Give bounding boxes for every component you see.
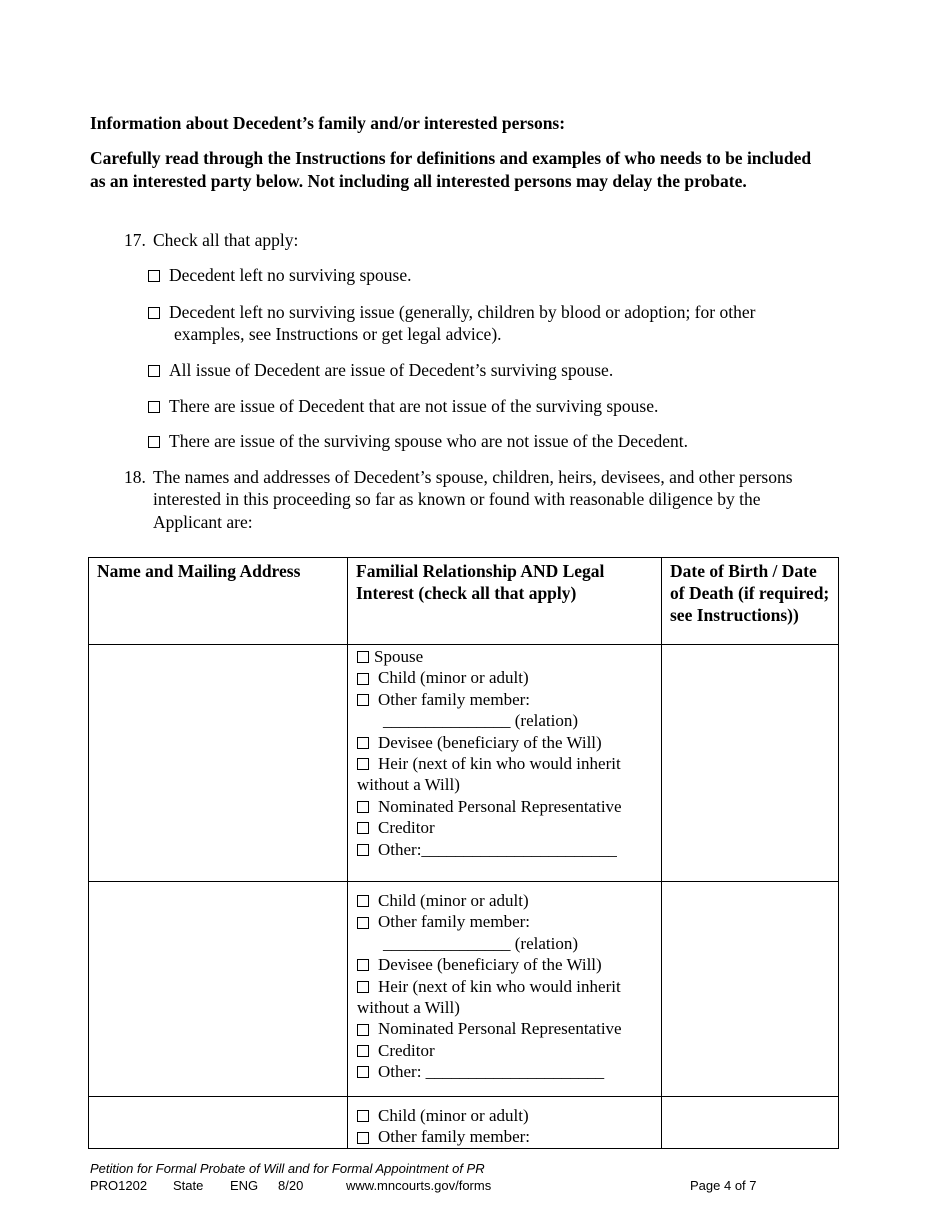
footer-website[interactable]: www.mncourts.gov/forms bbox=[346, 1178, 492, 1193]
footer-language: ENG bbox=[230, 1178, 259, 1193]
checkbox[interactable] bbox=[148, 436, 160, 448]
table-header-row bbox=[89, 558, 839, 645]
option-spouse: Spouse bbox=[357, 646, 661, 667]
interested-persons-table bbox=[88, 557, 839, 1149]
q18-text-line-3: Applicant are: bbox=[153, 512, 253, 532]
section-warning: Carefully read through the Instructions for definitions and examples of who needs to be included as an interested party below. Not including all interested persons may delay the probate. bbox=[90, 148, 812, 191]
dates-cell[interactable] bbox=[662, 645, 839, 882]
option-child: Child (minor or adult) bbox=[357, 667, 661, 688]
header-relationship: Familial Relationship AND Legal Interest (check all that apply) bbox=[348, 558, 662, 645]
checkbox[interactable] bbox=[357, 673, 369, 685]
option-other-family: Other family member: bbox=[357, 689, 661, 710]
q18-text-line-2: interested in this proceeding so far as known or found with reasonable diligence by the bbox=[153, 489, 761, 509]
checkbox[interactable] bbox=[148, 307, 160, 319]
checkbox[interactable] bbox=[357, 1024, 369, 1036]
checkbox[interactable] bbox=[357, 1132, 369, 1144]
name-address-cell[interactable] bbox=[89, 882, 348, 1097]
option-heir-continued: without a Will) bbox=[357, 998, 460, 1018]
checkbox[interactable] bbox=[357, 801, 369, 813]
relationship-cell bbox=[348, 645, 662, 882]
footer-jurisdiction: State bbox=[173, 1178, 204, 1193]
relation-blank: _______________ (relation) bbox=[383, 933, 578, 953]
dates-cell[interactable] bbox=[662, 882, 839, 1097]
footer-revision: 8/20 bbox=[278, 1178, 304, 1193]
option-other-family: Other family member: bbox=[357, 911, 661, 932]
checkbox[interactable] bbox=[357, 959, 369, 971]
checkbox[interactable] bbox=[357, 895, 369, 907]
checkbox[interactable] bbox=[148, 270, 160, 282]
option-nominated-pr: Nominated Personal Representative bbox=[357, 1018, 661, 1039]
section-title: Information about Decedent’s family and/or interested persons: bbox=[90, 113, 566, 133]
footer-page-number: Page 4 of 7 bbox=[690, 1178, 757, 1193]
table-row bbox=[89, 882, 839, 1097]
q17-number: 17. bbox=[124, 230, 146, 250]
q17-prompt: Check all that apply: bbox=[153, 230, 299, 250]
checkbox[interactable] bbox=[357, 694, 369, 706]
option-other-family: Other family member: bbox=[357, 1126, 661, 1147]
option-creditor: Creditor bbox=[357, 1040, 661, 1061]
footer-form-code: PRO1202 bbox=[90, 1178, 148, 1193]
option-devisee: Devisee (beneficiary of the Will) bbox=[357, 954, 661, 975]
q18-number: 18. bbox=[124, 467, 146, 487]
table-row bbox=[89, 645, 839, 882]
q18-text-line-1: The names and addresses of Decedent’s spouse, children, heirs, devisees, and other persons bbox=[153, 467, 793, 487]
checkbox[interactable] bbox=[357, 822, 369, 834]
option-heir-continued: without a Will) bbox=[357, 775, 460, 795]
q17-option-spouse-issue-not-of-decedent: There are issue of the surviving spouse who are not issue of the Decedent. bbox=[148, 430, 688, 452]
option-child: Child (minor or adult) bbox=[357, 890, 661, 911]
q17-option-no-issue-continued: examples, see Instructions or get legal advice). bbox=[174, 324, 502, 344]
q17-option-no-issue: Decedent left no surviving issue (generally, children by blood or adoption; for other bbox=[148, 301, 755, 323]
relationship-cell bbox=[348, 1097, 662, 1149]
checkbox[interactable] bbox=[357, 651, 369, 663]
checkbox[interactable] bbox=[357, 1045, 369, 1057]
option-other: Other: _____________________ bbox=[357, 1061, 661, 1082]
checkbox[interactable] bbox=[357, 1110, 369, 1122]
option-heir: Heir (next of kin who would inherit bbox=[357, 753, 661, 774]
option-creditor: Creditor bbox=[357, 817, 661, 838]
footer-form-title: Petition for Formal Probate of Will and for Formal Appointment of PR bbox=[90, 1161, 485, 1176]
checkbox[interactable] bbox=[357, 758, 369, 770]
checkbox[interactable] bbox=[357, 737, 369, 749]
option-heir: Heir (next of kin who would inherit bbox=[357, 976, 661, 997]
relationship-cell bbox=[348, 882, 662, 1097]
checkbox[interactable] bbox=[357, 917, 369, 929]
checkbox[interactable] bbox=[357, 844, 369, 856]
header-name-address: Name and Mailing Address bbox=[89, 558, 348, 645]
q17-option-no-spouse: Decedent left no surviving spouse. bbox=[148, 264, 412, 286]
header-dates: Date of Birth / Date of Death (if required; see Instructions)) bbox=[662, 558, 839, 645]
relation-blank: _______________ (relation) bbox=[383, 711, 578, 731]
checkbox[interactable] bbox=[357, 1066, 369, 1078]
option-child: Child (minor or adult) bbox=[357, 1105, 661, 1126]
checkbox[interactable] bbox=[148, 401, 160, 413]
q17-option-all-issue-of-spouse: All issue of Decedent are issue of Decedent’s surviving spouse. bbox=[148, 359, 613, 381]
table-row bbox=[89, 1097, 839, 1149]
option-nominated-pr: Nominated Personal Representative bbox=[357, 796, 661, 817]
dates-cell[interactable] bbox=[662, 1097, 839, 1149]
checkbox[interactable] bbox=[148, 365, 160, 377]
q17-option-issue-not-of-spouse: There are issue of Decedent that are not issue of the surviving spouse. bbox=[148, 395, 658, 417]
name-address-cell[interactable] bbox=[89, 645, 348, 882]
option-devisee: Devisee (beneficiary of the Will) bbox=[357, 732, 661, 753]
checkbox[interactable] bbox=[357, 981, 369, 993]
name-address-cell[interactable] bbox=[89, 1097, 348, 1149]
footer-info-line bbox=[0, 1178, 950, 1194]
option-other: Other:_______________________ bbox=[357, 839, 661, 860]
